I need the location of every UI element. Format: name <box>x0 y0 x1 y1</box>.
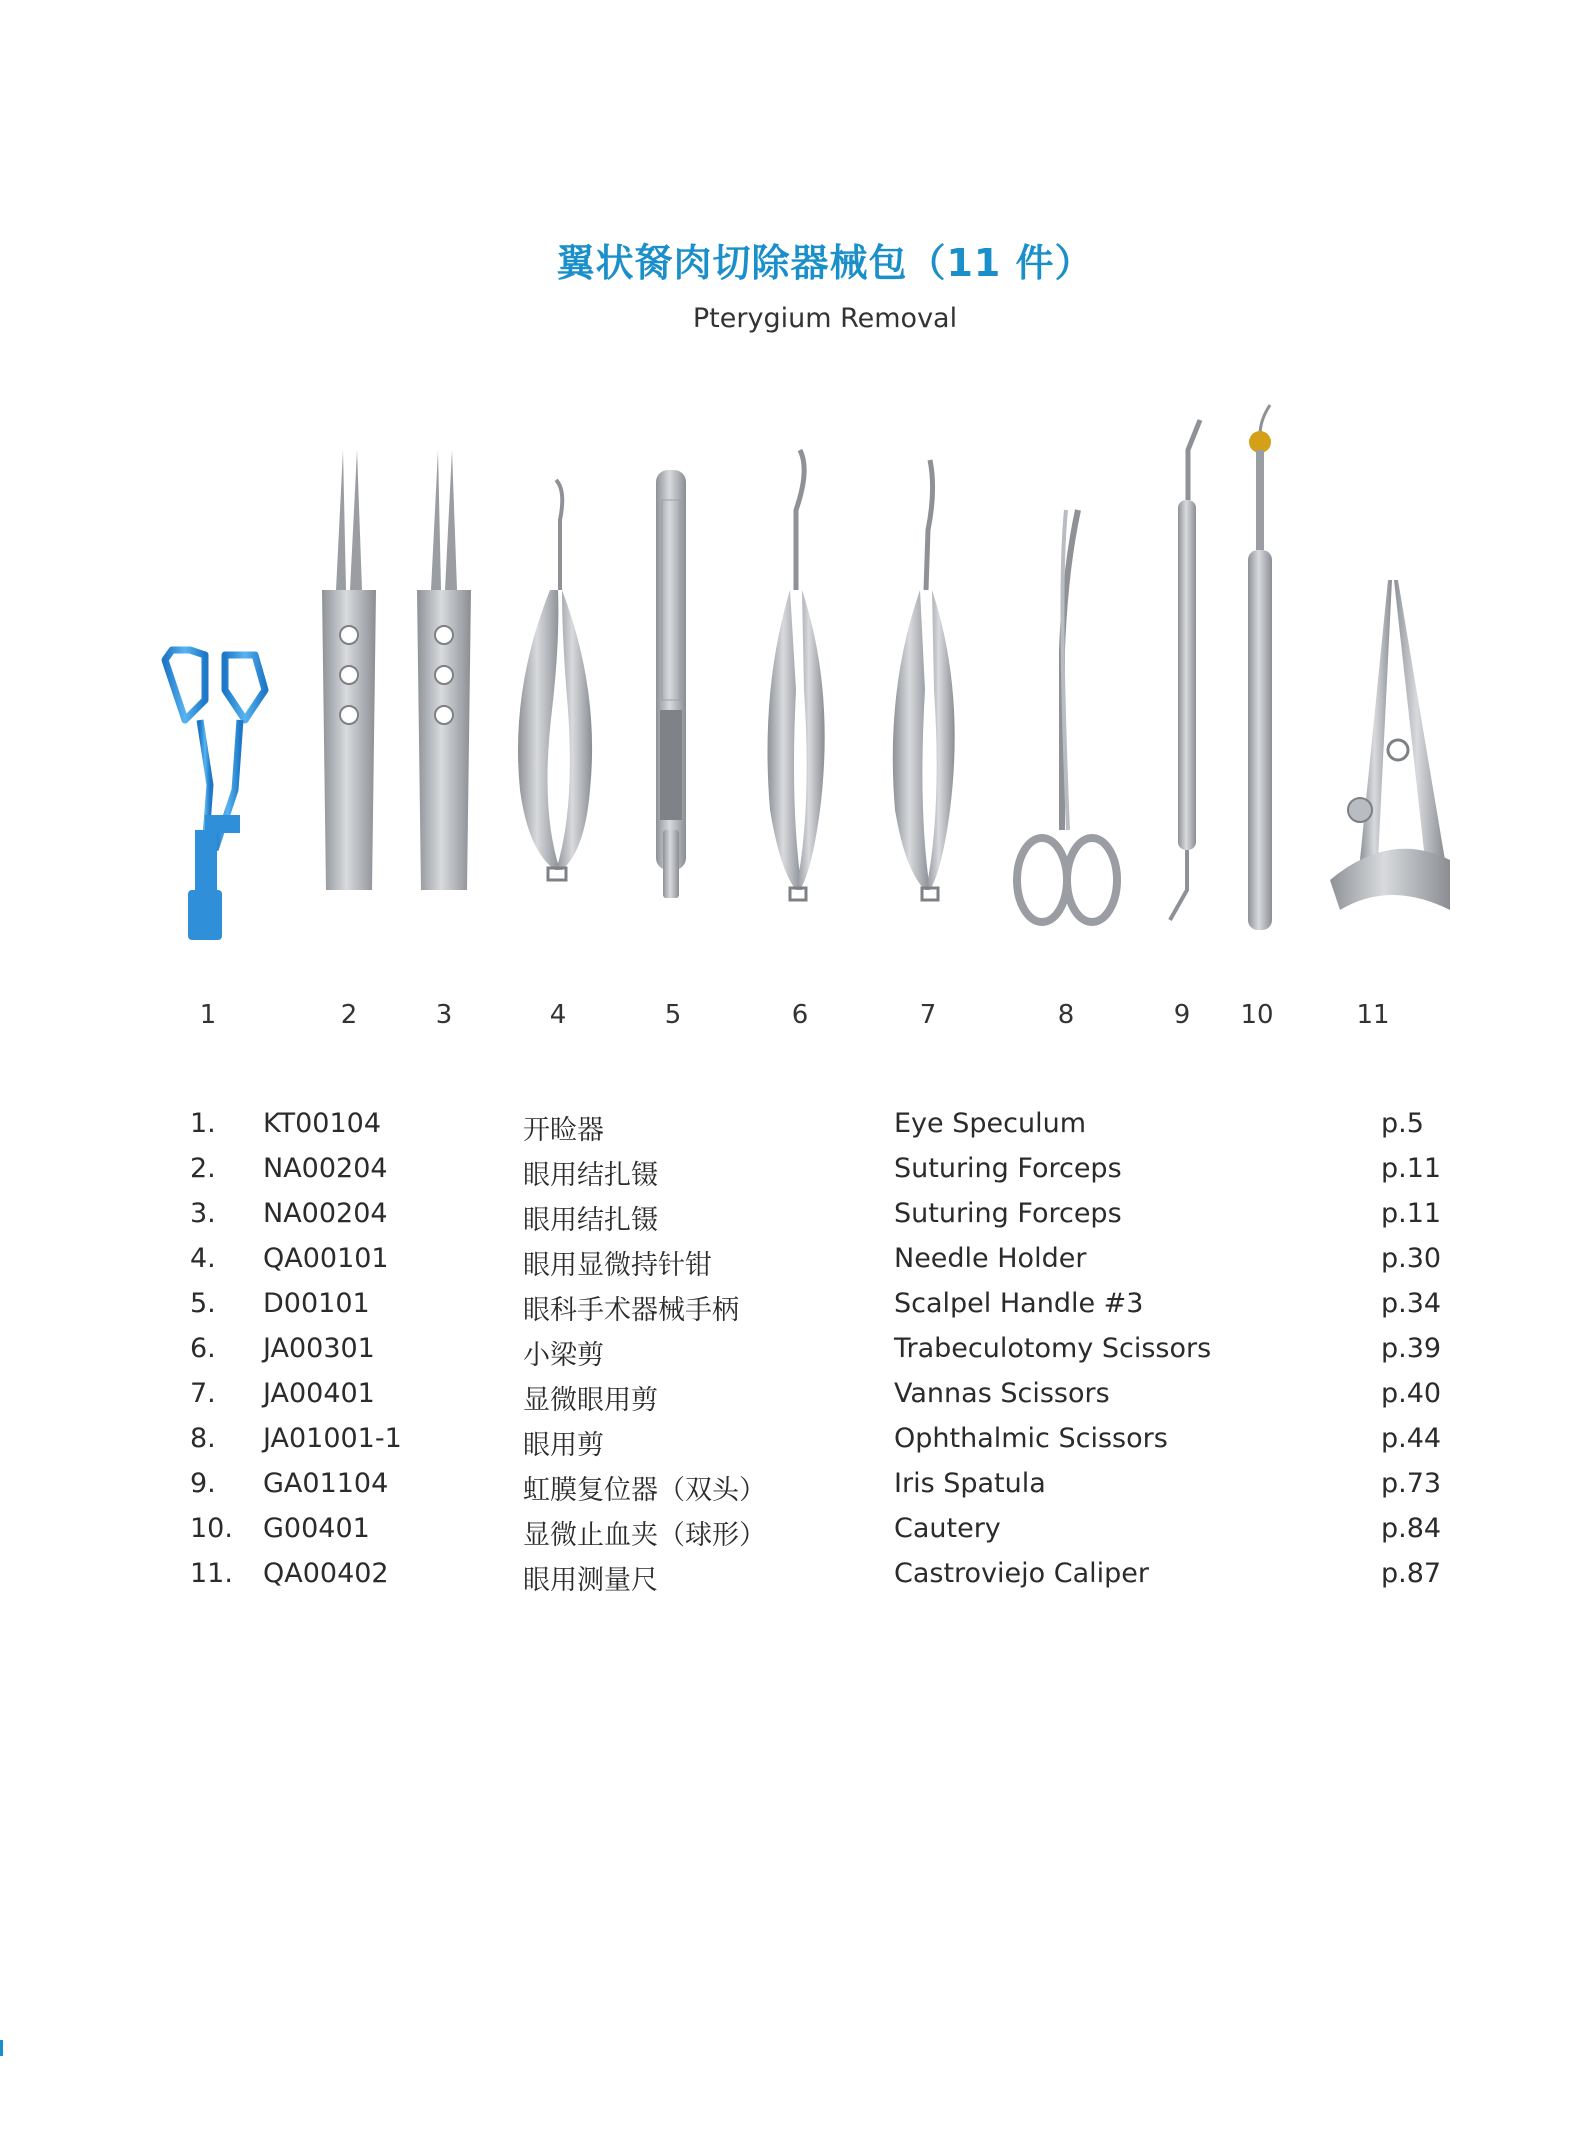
list-item <box>0 1153 1572 1193</box>
item-name-cn: 眼科手术器械手柄 <box>523 1295 739 1326</box>
scalpel-handle-illustration <box>656 470 686 898</box>
list-item <box>0 1288 1572 1328</box>
page-subtitle: Pterygium Removal <box>692 303 958 334</box>
suturing-forceps-illustration <box>322 450 376 890</box>
figure-number: 10 <box>1240 1000 1274 1030</box>
item-page: p.73 <box>1381 1468 1442 1499</box>
figure-number: 6 <box>791 1000 809 1030</box>
item-code: JA00301 <box>263 1333 375 1364</box>
item-name-en: Needle Holder <box>894 1243 1087 1274</box>
item-number: 11. <box>190 1558 233 1589</box>
item-name-en: Cautery <box>894 1513 1001 1544</box>
figure-number: 8 <box>1057 1000 1075 1030</box>
list-item <box>0 1513 1572 1553</box>
item-name-en: Suturing Forceps <box>894 1153 1122 1184</box>
list-item <box>0 1468 1572 1508</box>
item-name-en: Suturing Forceps <box>894 1198 1122 1229</box>
list-item <box>0 1333 1572 1373</box>
item-code: QA00101 <box>263 1243 389 1274</box>
item-name-cn: 眼用剪 <box>523 1430 604 1461</box>
ophthalmic-scissors-illustration <box>1017 510 1117 922</box>
needle-holder-illustration <box>518 480 592 880</box>
item-name-en: Iris Spatula <box>894 1468 1046 1499</box>
figure-number: 9 <box>1173 1000 1191 1030</box>
item-name-cn: 虹膜复位器（双头） <box>523 1475 766 1506</box>
item-page: p.40 <box>1381 1378 1442 1409</box>
page-title: 翼状胬肉切除器械包（11 件） <box>556 241 1094 285</box>
trabeculotomy-scissors-illustration <box>768 450 825 900</box>
item-number: 9. <box>190 1468 216 1499</box>
item-name-cn: 显微止血夹（球形） <box>523 1520 766 1551</box>
list-item <box>0 1558 1572 1598</box>
list-item <box>0 1423 1572 1463</box>
item-page: p.44 <box>1381 1423 1442 1454</box>
item-name-cn: 显微眼用剪 <box>523 1385 658 1416</box>
item-name-en: Eye Speculum <box>894 1108 1086 1139</box>
item-code: NA00204 <box>263 1198 388 1229</box>
item-page: p.39 <box>1381 1333 1442 1364</box>
figure-number: 3 <box>435 1000 453 1030</box>
figure-number: 5 <box>664 1000 682 1030</box>
item-code: NA00204 <box>263 1153 388 1184</box>
item-name-en: Vannas Scissors <box>894 1378 1110 1409</box>
suturing-forceps-illustration <box>417 450 471 890</box>
vannas-scissors-illustration <box>893 460 955 900</box>
page-edge-mark <box>0 2040 3 2056</box>
item-name-en: Ophthalmic Scissors <box>894 1423 1168 1454</box>
item-name-en: Trabeculotomy Scissors <box>894 1333 1212 1364</box>
item-page: p.11 <box>1381 1198 1442 1229</box>
item-page: p.87 <box>1381 1558 1442 1589</box>
item-name-en: Scalpel Handle #3 <box>894 1288 1144 1319</box>
list-item <box>0 1108 1572 1148</box>
item-page: p.34 <box>1381 1288 1442 1319</box>
item-name-cn: 眼用结扎镊 <box>523 1160 658 1191</box>
figure-number: 4 <box>549 1000 567 1030</box>
instruments-figure <box>0 390 1572 990</box>
item-number: 4. <box>190 1243 216 1274</box>
castroviejo-caliper-illustration <box>1330 580 1450 910</box>
item-name-en: Castroviejo Caliper <box>894 1558 1150 1589</box>
item-number: 3. <box>190 1198 216 1229</box>
cautery-illustration <box>1248 405 1272 930</box>
item-name-cn: 开睑器 <box>523 1115 604 1146</box>
item-code: GA01104 <box>263 1468 389 1499</box>
item-number: 6. <box>190 1333 216 1364</box>
figure-number: 11 <box>1356 1000 1390 1030</box>
item-code: QA00402 <box>263 1558 389 1589</box>
figure-number: 1 <box>199 1000 217 1030</box>
list-item <box>0 1243 1572 1283</box>
item-code: D00101 <box>263 1288 370 1319</box>
item-name-cn: 眼用测量尺 <box>523 1565 658 1596</box>
eye-speculum-illustration <box>165 650 265 940</box>
item-code: JA01001-1 <box>263 1423 402 1454</box>
item-name-cn: 小梁剪 <box>523 1340 604 1371</box>
item-number: 10. <box>190 1513 233 1544</box>
item-number: 7. <box>190 1378 216 1409</box>
item-page: p.30 <box>1381 1243 1442 1274</box>
item-number: 5. <box>190 1288 216 1319</box>
item-page: p.5 <box>1381 1108 1424 1139</box>
item-page: p.11 <box>1381 1153 1442 1184</box>
figure-number: 2 <box>340 1000 358 1030</box>
item-page: p.84 <box>1381 1513 1442 1544</box>
list-item <box>0 1378 1572 1418</box>
item-number: 8. <box>190 1423 216 1454</box>
item-name-cn: 眼用结扎镊 <box>523 1205 658 1236</box>
iris-spatula-illustration <box>1170 420 1200 920</box>
item-number: 2. <box>190 1153 216 1184</box>
item-number: 1. <box>190 1108 216 1139</box>
item-name-cn: 眼用显微持针钳 <box>523 1250 712 1281</box>
item-code: JA00401 <box>263 1378 375 1409</box>
item-code: KT00104 <box>263 1108 381 1139</box>
list-item <box>0 1198 1572 1238</box>
figure-number: 7 <box>919 1000 937 1030</box>
item-code: G00401 <box>263 1513 370 1544</box>
